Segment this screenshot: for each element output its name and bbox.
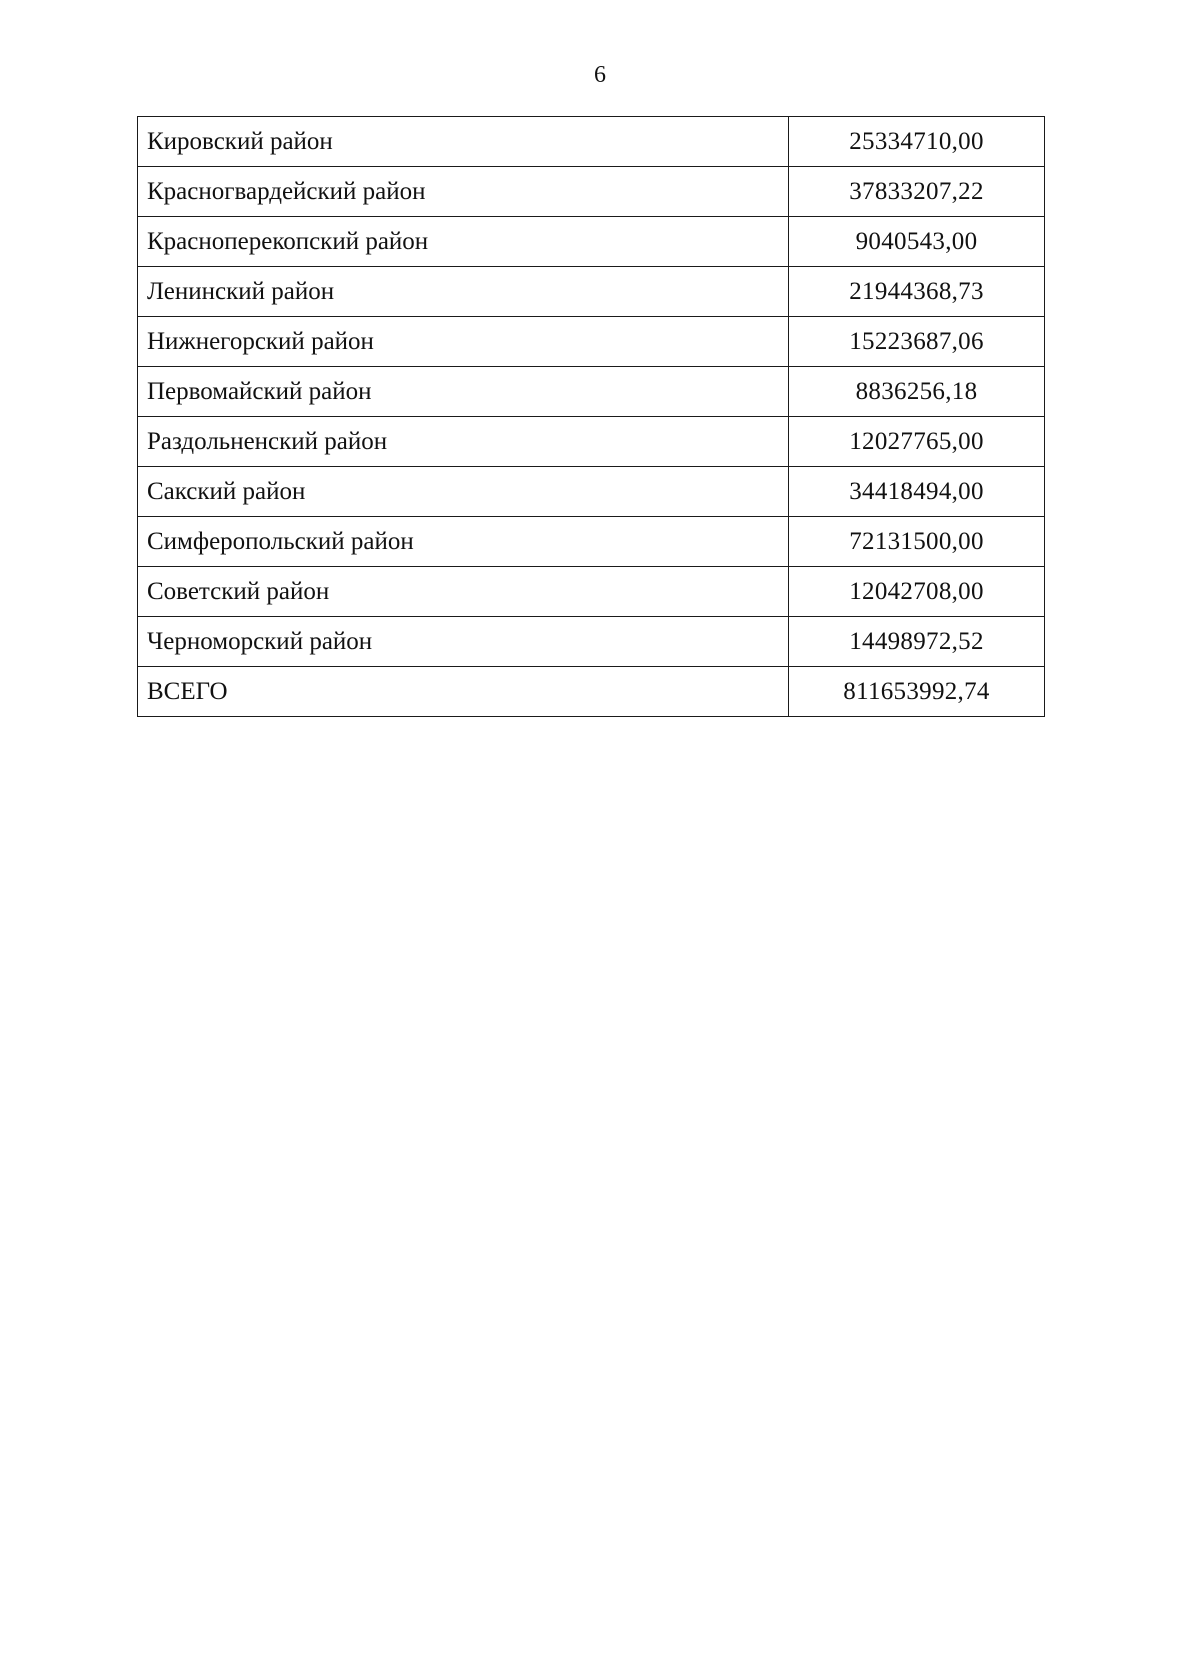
total-amount-cell: 811653992,74 [789, 667, 1045, 717]
table-row [138, 617, 1045, 667]
amount-cell: 21944368,73 [789, 267, 1045, 317]
district-name-cell: Симферопольский район [138, 517, 789, 567]
table-row [138, 167, 1045, 217]
district-name-cell: Черноморский район [138, 617, 789, 667]
total-label-cell: ВСЕГО [138, 667, 789, 717]
amount-cell: 12042708,00 [789, 567, 1045, 617]
district-name-cell: Первомайский район [138, 367, 789, 417]
district-name-cell: Советский район [138, 567, 789, 617]
district-name-cell: Ленинский район [138, 267, 789, 317]
table-row [138, 217, 1045, 267]
amount-cell: 9040543,00 [789, 217, 1045, 267]
district-name-cell: Раздольненский район [138, 417, 789, 467]
district-name-cell: Сакский район [138, 467, 789, 517]
table-row [138, 517, 1045, 567]
table-row [138, 317, 1045, 367]
amount-cell: 15223687,06 [789, 317, 1045, 367]
district-name-cell: Кировский район [138, 117, 789, 167]
page-number: 6 [594, 62, 606, 88]
amount-cell: 12027765,00 [789, 417, 1045, 467]
table-row [138, 367, 1045, 417]
amount-cell: 8836256,18 [789, 367, 1045, 417]
amount-cell: 34418494,00 [789, 467, 1045, 517]
table-row [138, 417, 1045, 467]
table-row [138, 467, 1045, 517]
district-amounts-table [137, 116, 1045, 717]
table-row [138, 267, 1045, 317]
table-row [138, 117, 1045, 167]
amount-cell: 14498972,52 [789, 617, 1045, 667]
district-name-cell: Красноперекопский район [138, 217, 789, 267]
district-name-cell: Нижнегорский район [138, 317, 789, 367]
amount-cell: 72131500,00 [789, 517, 1045, 567]
total-row [138, 667, 1045, 717]
table-row [138, 567, 1045, 617]
district-name-cell: Красногвардейский район [138, 167, 789, 217]
amount-cell: 25334710,00 [789, 117, 1045, 167]
amount-cell: 37833207,22 [789, 167, 1045, 217]
